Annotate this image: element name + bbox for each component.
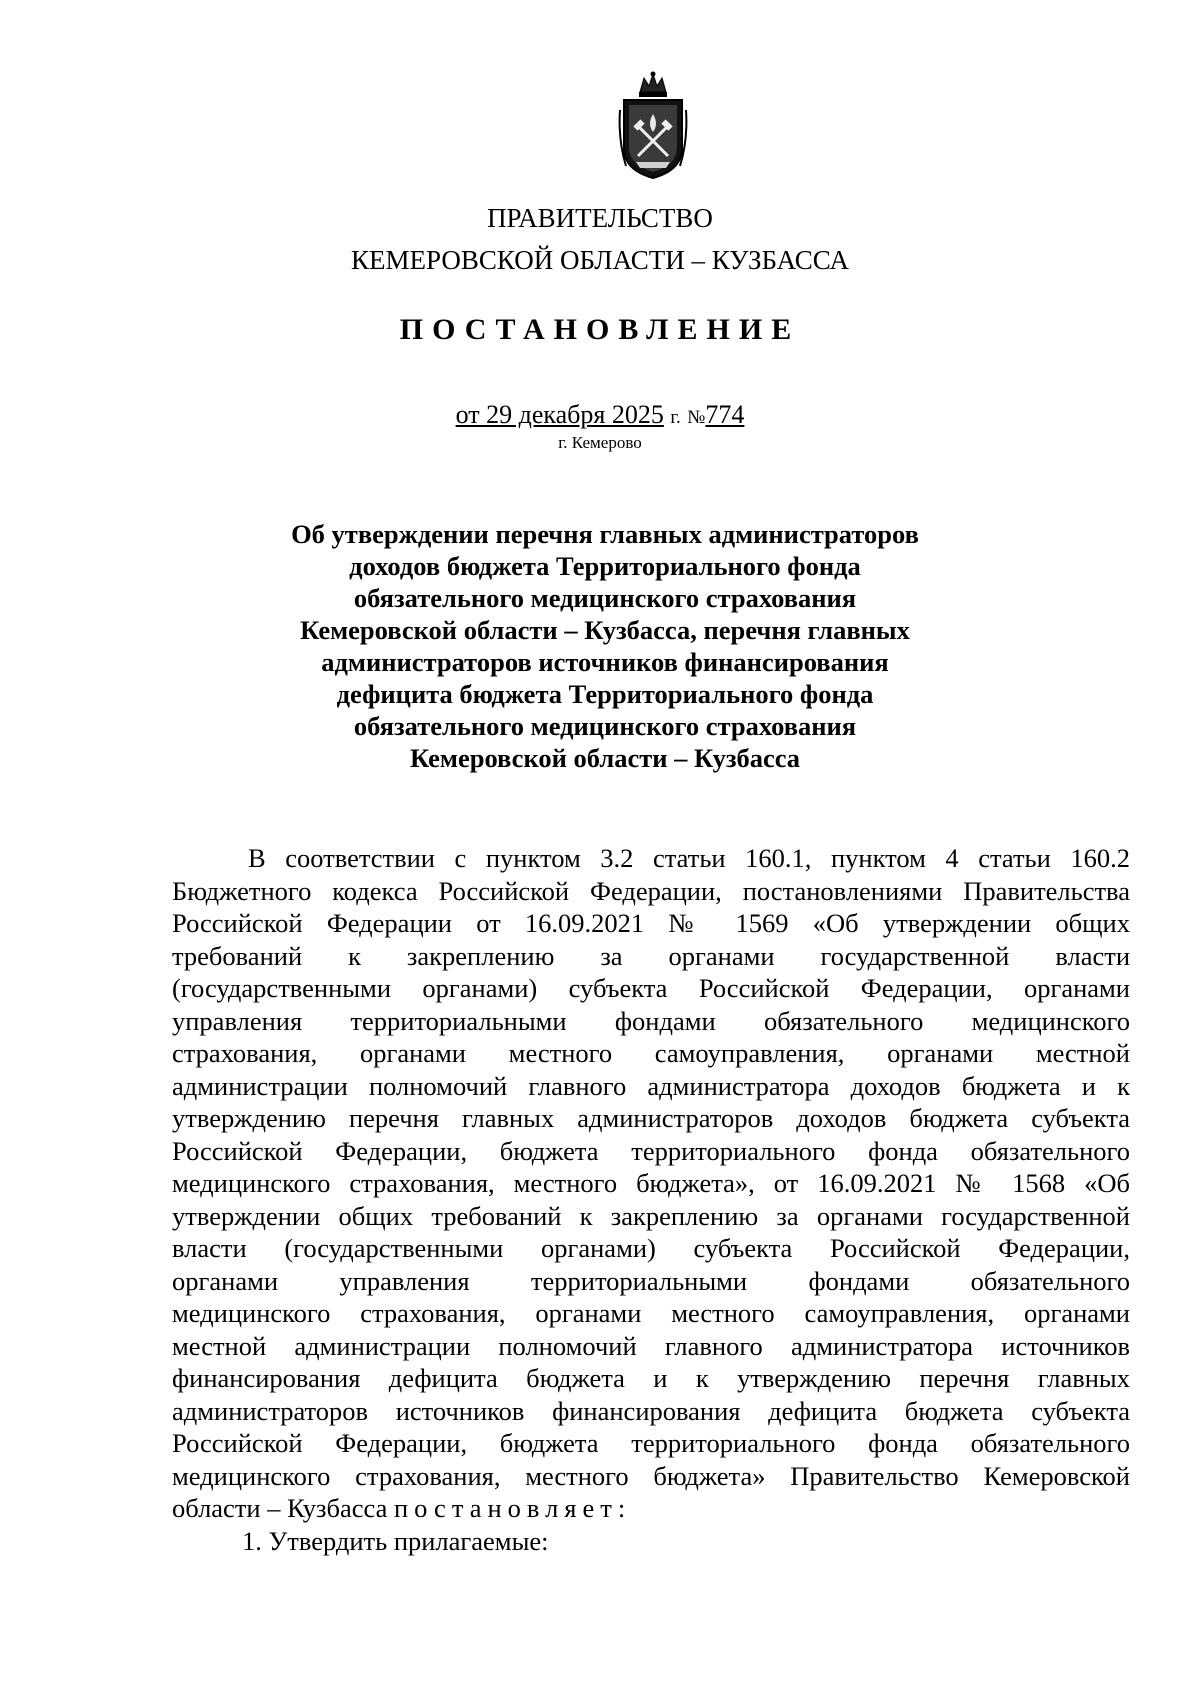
title-line: доходов бюджета Территориального фонда: [349, 551, 861, 581]
item-1: 1. Утвердить прилагаемые:: [242, 1525, 549, 1556]
body-line: медицинского страхования, местного бюджета» Правительство Кемеровской: [172, 1460, 1130, 1491]
body-line: Бюджетного кодекса Российской Федерации, постановлениями Правительства: [172, 875, 1130, 906]
body-line: страхования, органами местного самоуправления, органами местной: [172, 1038, 1130, 1068]
body-line: администрации полномочий главного администратора доходов бюджета и к: [172, 1070, 1130, 1101]
body-line: Российской Федерации, бюджета территориального фонда обязательного: [172, 1428, 1130, 1458]
body-last-line: [172, 1492, 1130, 1525]
title-line: администраторов источников финансирования: [321, 647, 889, 677]
document-number: 774: [705, 400, 745, 429]
body-line: управления территориальными фондами обязательного медицинского: [172, 1005, 1130, 1036]
coat-of-arms-emblem: [618, 70, 688, 182]
date-number-line: [0, 400, 1200, 433]
body-last-line-text: области – Кузбасса: [172, 1493, 394, 1523]
resolution-word: постановляет:: [393, 1493, 632, 1523]
body-line: органами управления территориальными фондами обязательного: [172, 1265, 1130, 1296]
city-name: г. Кемерово: [558, 433, 642, 452]
body-line: медицинского страхования, органами местного самоуправления, органами: [172, 1298, 1130, 1328]
title-line: Об утверждении перечня главных администраторов: [291, 519, 919, 549]
title-line: обязательного медицинского страхования: [353, 583, 857, 613]
body-line: Российской Федерации, бюджета территориального фонда обязательного: [172, 1135, 1130, 1166]
body-line: требований к закреплению за органами государственной власти: [172, 940, 1130, 971]
body-line: В соответствии с пунктом 3.2 статьи 160.1, пунктом 4 статьи 160.2: [248, 843, 1130, 873]
date-year-suffix: г.: [670, 407, 681, 428]
document-title: [250, 518, 960, 774]
body-line: местной администрации полномочий главного администратора источников: [172, 1330, 1130, 1361]
body-line: власти (государственными органами) субъекта Российской Федерации,: [172, 1233, 1130, 1263]
organization-name-line2: КЕМЕРОВСКОЙ ОБЛАСТИ – КУЗБАССА: [351, 245, 849, 275]
title-line: обязательного медицинского страхования: [353, 711, 857, 741]
body-line: финансирования дефицита бюджета и к утверждению перечня главных: [172, 1363, 1130, 1393]
title-line: дефицита бюджета Территориального фонда: [336, 679, 874, 709]
title-line: Кемеровской области – Кузбасса: [409, 743, 801, 773]
document-type-heading: ПОСТАНОВЛЕНИЕ: [399, 313, 801, 346]
body-text: [172, 842, 1130, 1557]
document-date: от 29 декабря 2025: [455, 400, 664, 429]
body-line: (государственными органами) субъекта Российской Федерации, органами: [172, 973, 1130, 1003]
body-line: утверждению перечня главных администраторов доходов бюджета субъекта: [172, 1103, 1130, 1133]
body-line: медицинского страхования, местного бюджета», от 16.09.2021 № 1568 «Об: [172, 1168, 1130, 1198]
body-line: Российской Федерации от 16.09.2021 № 1569 «Об утверждении общих: [172, 908, 1130, 938]
number-sign: №: [687, 407, 706, 428]
body-line: администраторов источников финансирования дефицита бюджета субъекта: [172, 1395, 1130, 1426]
organization-name-line1: ПРАВИТЕЛЬСТВО: [487, 203, 713, 233]
title-line: Кемеровской области – Кузбасса, перечня главных: [300, 615, 910, 645]
body-line: утверждении общих требований к закреплению за органами государственной: [172, 1200, 1130, 1231]
